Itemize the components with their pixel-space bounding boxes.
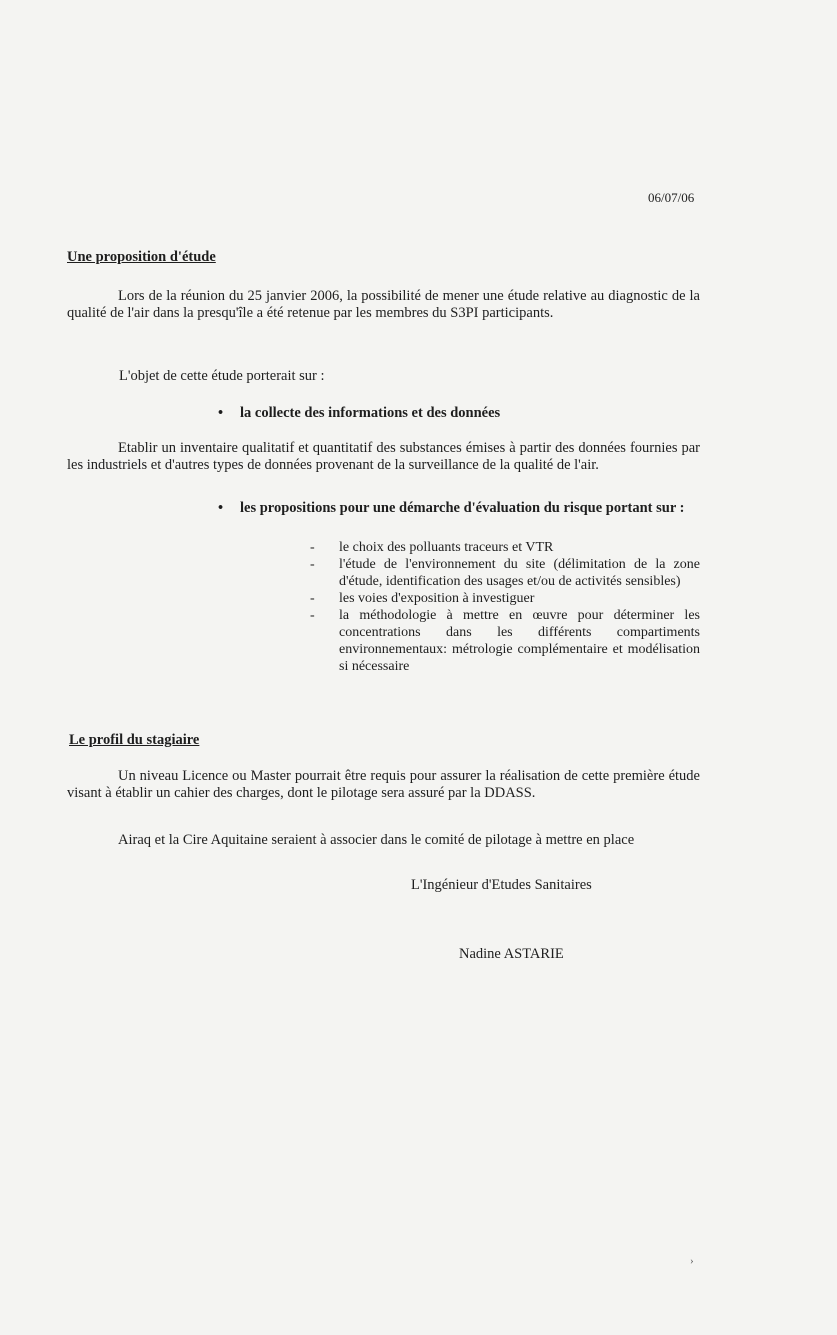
steering-paragraph: Airaq et la Cire Aquitaine seraient à associer dans le comité de pilotage à mettre en place (118, 832, 635, 848)
dash-icon: - (310, 591, 315, 606)
document-date: 06/07/06 (648, 190, 695, 205)
inventory-paragraph: Etablir un inventaire qualitatif et quantitatif des substances émises à partir des données fournies par les industriels et d'autres types de données provenant de la surveillance de la qualité de l'air. (67, 440, 700, 473)
list-item-text: la méthodologie à mettre en œuvre pour déterminer les concentrations dans les différents compartiments environnementaux: métrologie complémentaire et modélisation si nécessaire (339, 608, 700, 674)
dash-icon: - (310, 540, 315, 555)
profile-paragraph: Un niveau Licence ou Master pourrait être requis pour assurer la réalisation de cette première étude visant à établir un cahier des charges, dont le pilotage sera assuré par la DDASS. (67, 768, 700, 801)
list-item-text: l'étude de l'environnement du site (délimitation de la zone d'étude, identification des usages et/ou de activités sensibles) (339, 557, 700, 589)
bullet-collecte (218, 405, 500, 422)
page-mark: › (690, 1255, 694, 1267)
bullet-icon: • (218, 405, 224, 421)
risk-sublist (310, 539, 700, 675)
signature-name: Nadine ASTARIE (459, 946, 564, 962)
bullet-collecte-text: la collecte des informations et des données (240, 405, 501, 421)
section-heading-profil: Le profil du stagiaire (69, 732, 200, 748)
bullet-propositions-text: les propositions pour une démarche d'évaluation du risque portant sur : (240, 500, 685, 516)
dash-icon: - (310, 608, 315, 623)
bullet-icon: • (218, 500, 224, 516)
list-item (310, 556, 700, 590)
list-item (310, 607, 700, 675)
section-heading-proposition: Une proposition d'étude (67, 249, 216, 265)
list-item (310, 590, 700, 607)
signature-title: L'Ingénieur d'Etudes Sanitaires (411, 877, 592, 893)
intro-paragraph: Lors de la réunion du 25 janvier 2006, la possibilité de mener une étude relative au diagnostic de la qualité de l'air dans la presqu'île a été retenue par les membres du S3PI participants. (67, 288, 700, 321)
object-paragraph: L'objet de cette étude porterait sur : (119, 368, 325, 384)
list-item-text: le choix des polluants traceurs et VTR (339, 540, 554, 555)
bullet-propositions (218, 500, 700, 517)
dash-icon: - (310, 557, 315, 572)
list-item (310, 539, 700, 556)
list-item-text: les voies d'exposition à investiguer (339, 591, 535, 606)
